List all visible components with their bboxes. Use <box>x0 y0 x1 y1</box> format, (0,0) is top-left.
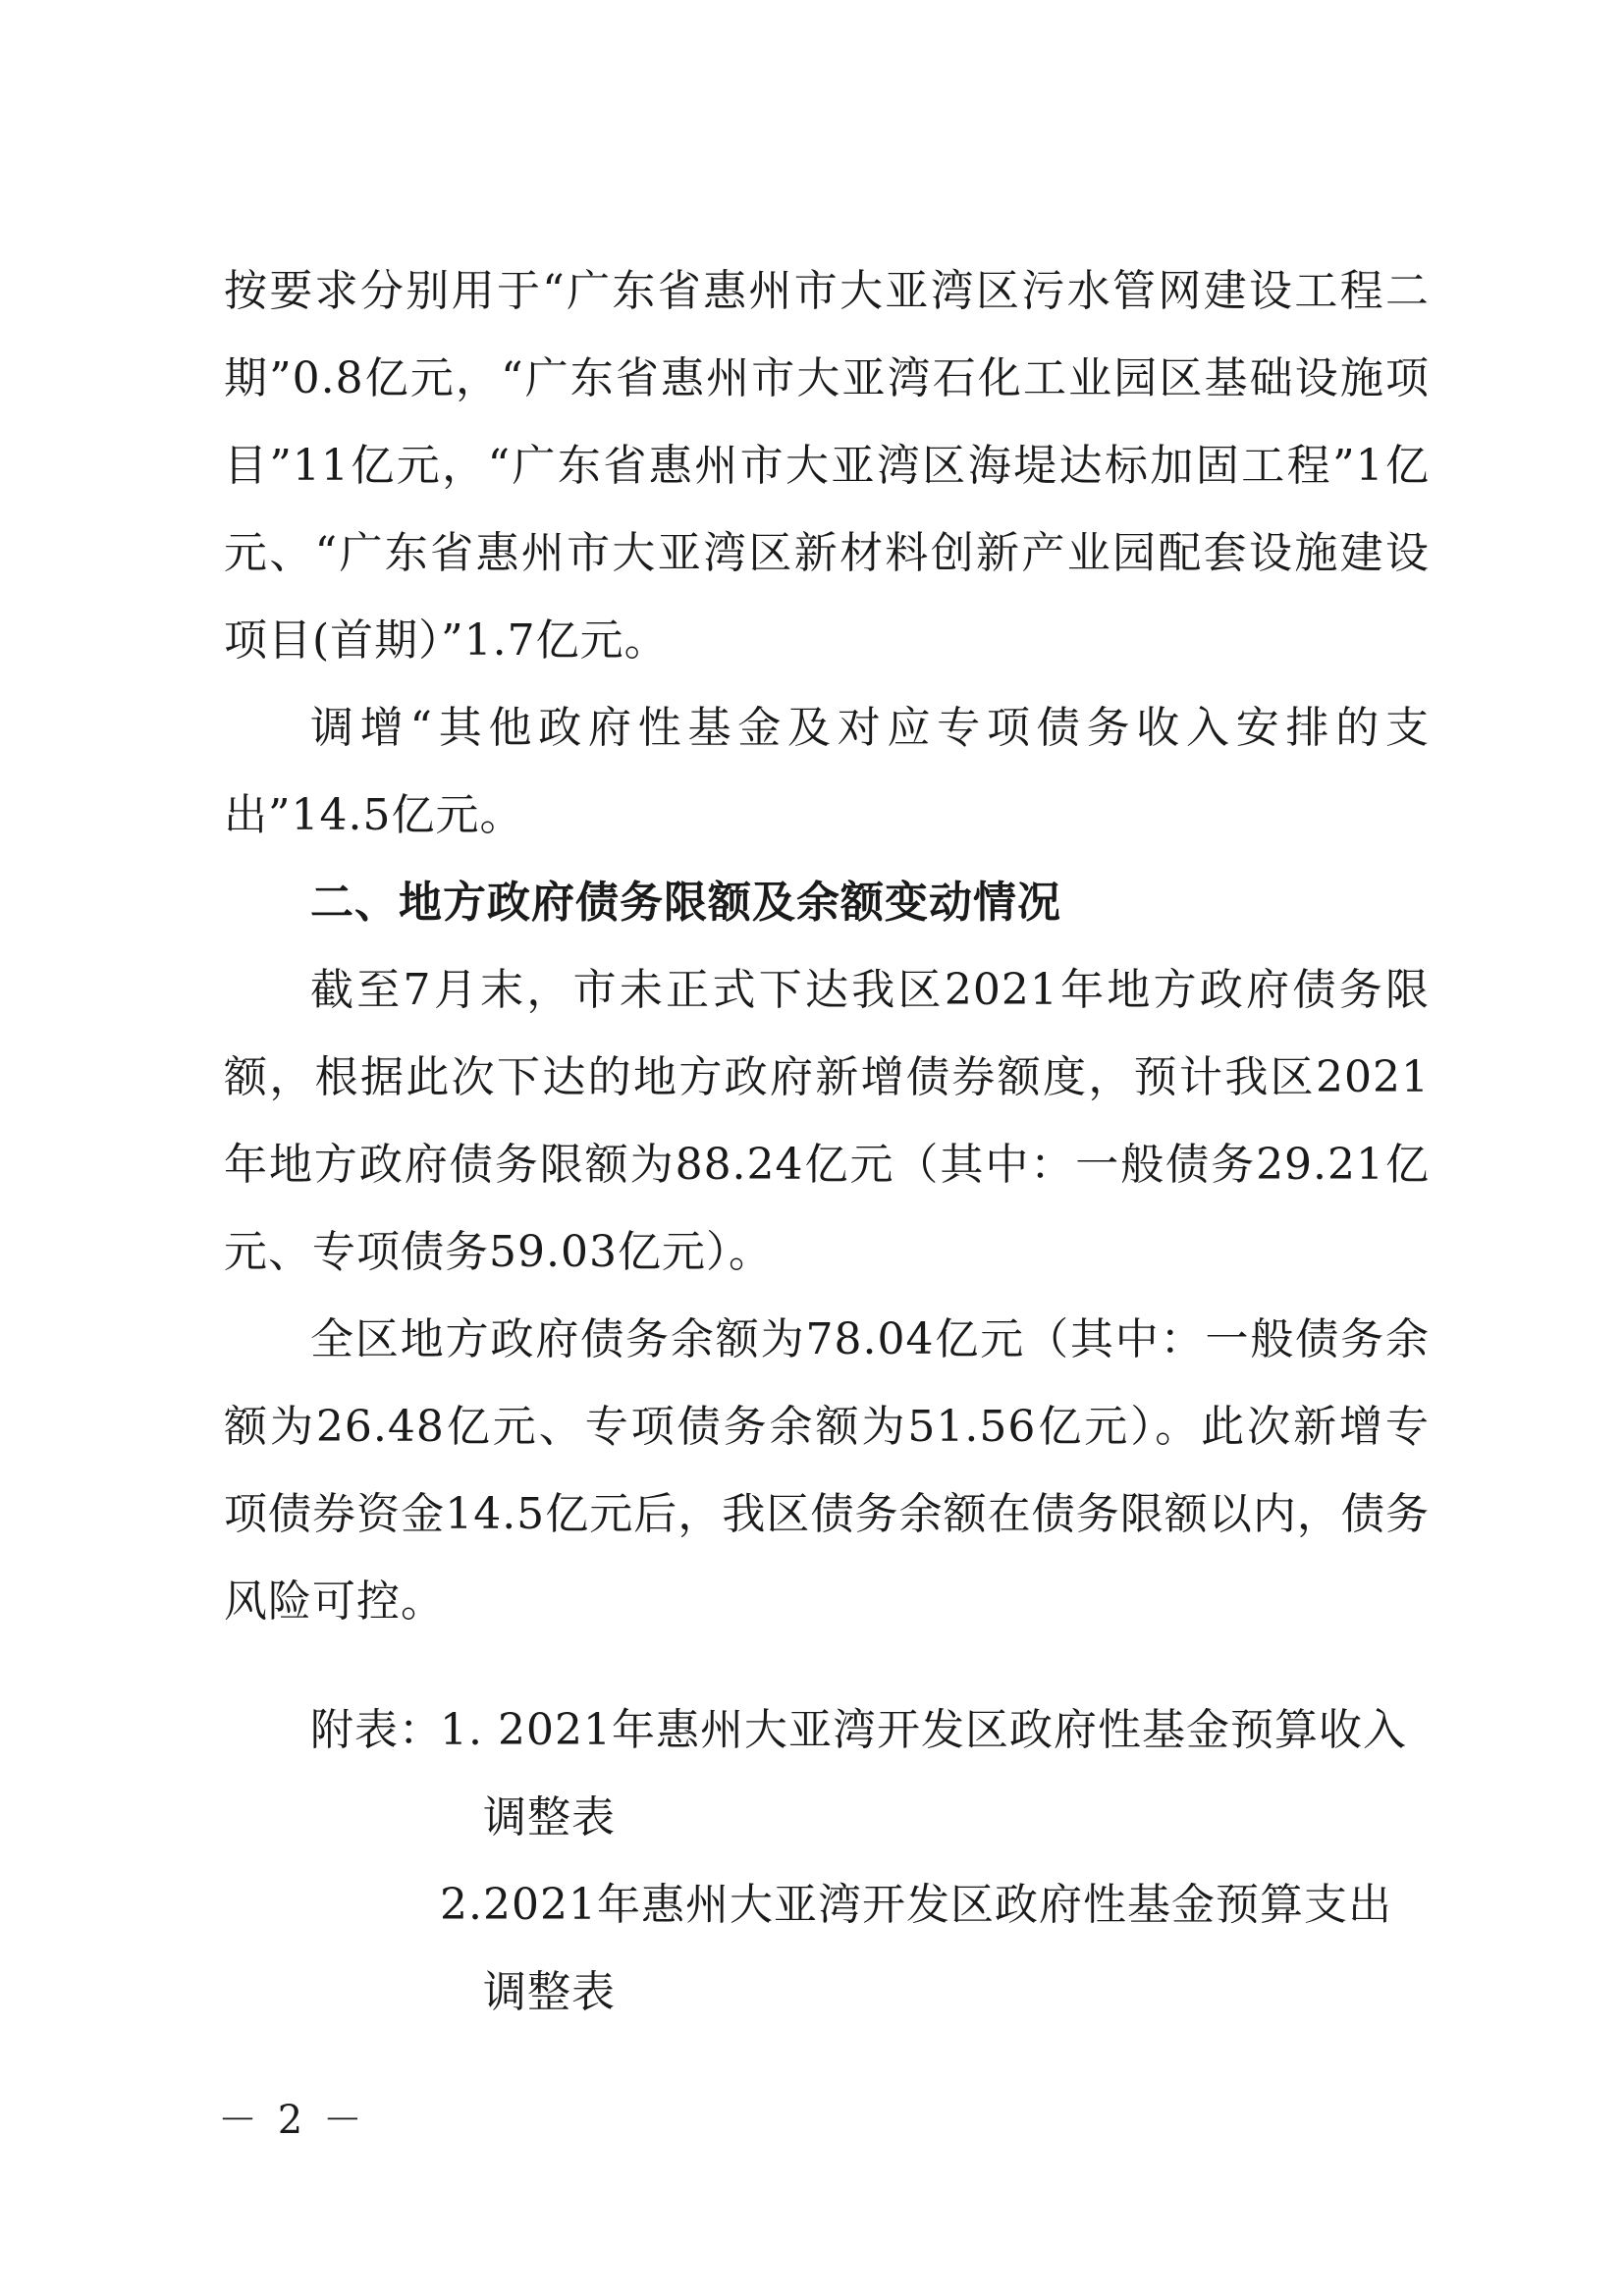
attachment-item-2: 2.2021年惠州大亚湾开发区政府性基金预算支出 <box>440 1880 1392 1930</box>
paragraph-debt-limit: 截至7月末，市未正式下达我区2021年地方政府债务限额，根据此次下达的地方政府新增债券额度，预计我区2021年地方政府债务限额为88.24亿元（其中：一般债务29.21亿元、专项债务59.03亿元）。 <box>224 965 1430 1277</box>
paragraph-expenditure-increase: 调增“其他政府性基金及对应专项债务收入安排的支出”14.5亿元。 <box>224 703 1430 840</box>
attachment-item-2-continued: 调整表 <box>483 1967 616 2017</box>
attachment-label: 附表： <box>310 1705 443 1755</box>
paragraph-debt-balance: 全区地方政府债务余额为78.04亿元（其中：一般债务余额为26.48亿元、专项债务余额为51.56亿元）。此次新增专项债券资金14.5亿元后，我区债务余额在债务限额以内，债务风险可控。 <box>224 1314 1430 1627</box>
attachment-item-1: 1. 2021年惠州大亚湾开发区政府性基金预算收入 <box>440 1705 1407 1755</box>
attachment-item-1-continued: 调整表 <box>483 1792 616 1842</box>
section-heading-debt-limit: 二、地方政府债务限额及余额变动情况 <box>310 878 1061 928</box>
paragraph-project-allocation: 按要求分别用于“广东省惠州市大亚湾区污水管网建设工程二期”0.8亿元，“广东省惠州市大亚湾石化工业园区基础设施项目”11亿元，“广东省惠州市大亚湾区海堤达标加固工程”1亿元、“广东省惠州市大亚湾区新材料创新产业园配套设施建设项目(首期）”1.7亿元。 <box>224 266 1430 666</box>
page-number: － 2 － <box>218 2098 366 2143</box>
